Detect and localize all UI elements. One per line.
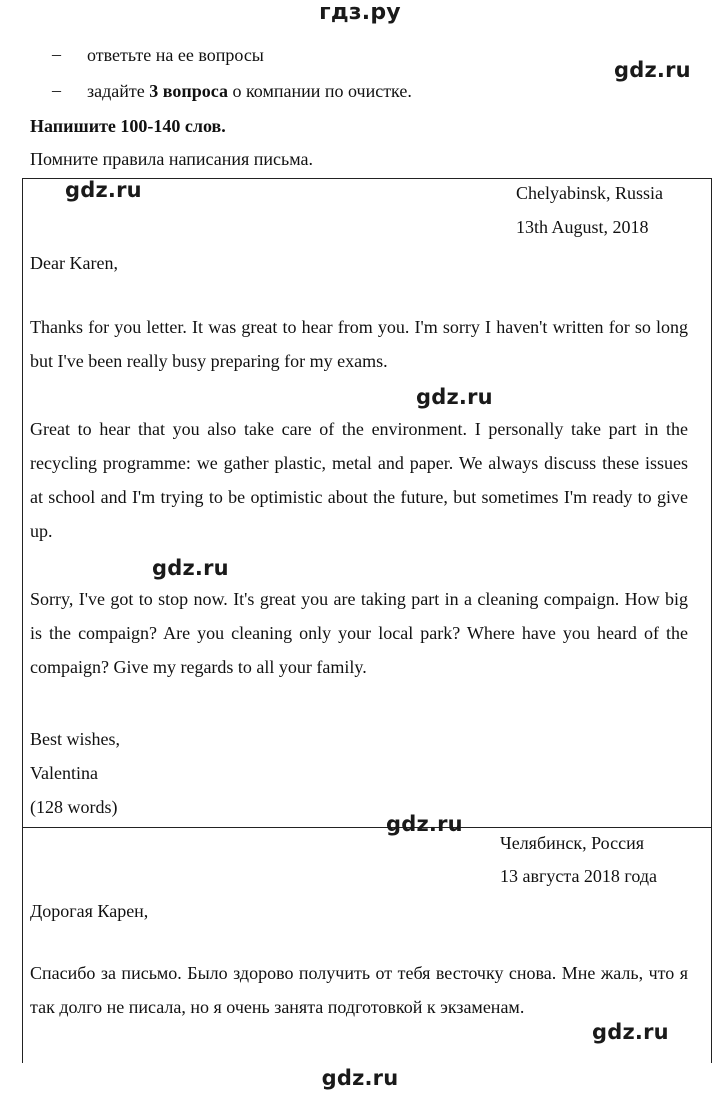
letter-closing: Best wishes, bbox=[30, 729, 120, 749]
letter-greeting: Dear Karen, bbox=[30, 253, 118, 273]
watermark: gdz.ru bbox=[592, 1020, 669, 1044]
translation-date: 13 августа 2018 года bbox=[500, 866, 657, 886]
rules-note: Помните правила написания письма. bbox=[30, 149, 314, 169]
letter-paragraph: Great to hear that you also take care of the environment. I personally take part in the recycling programme: we gather plastic, metal and paper. We always discuss these issues at school and I'm trying to be optimistic about the future, but sometimes I'm ready to give up. bbox=[30, 419, 688, 541]
translation-paragraph: Спасибо за письмо. Было здорово получить от тебя весточку снова. Мне жаль, что я так долго не писала, но я очень занята подготовкой к экзаменам. bbox=[30, 963, 688, 1017]
translation-address: Челябинск, Россия bbox=[500, 833, 645, 853]
letter-address: Chelyabinsk, Russia bbox=[516, 183, 663, 203]
translation-box-left-border bbox=[22, 827, 23, 1063]
bullet-dash: – bbox=[52, 80, 61, 100]
letter-paragraph: Sorry, I've got to stop now. It's great you are taking part in a cleaning compaign. How big is the compaign? Are you cleaning only your local park? Where have you heard of the compaign? Give my regards to all your family. bbox=[30, 589, 688, 677]
watermark: gdz.ru bbox=[152, 556, 229, 580]
header-watermark: гдз.ру bbox=[319, 0, 401, 25]
word-count-instruction: Напишите 100-140 слов. bbox=[30, 116, 226, 136]
translation-box-right-border bbox=[711, 827, 712, 1063]
watermark: gdz.ru bbox=[386, 812, 463, 836]
footer-watermark: gdz.ru bbox=[321, 1066, 399, 1090]
letter-signature: Valentina bbox=[30, 763, 98, 783]
bullet-dash: – bbox=[52, 44, 61, 64]
watermark: gdz.ru bbox=[65, 178, 142, 202]
bullet-ask-questions: задайте 3 вопроса о компании по очистке. bbox=[87, 81, 412, 101]
watermark: gdz.ru bbox=[416, 385, 493, 409]
watermark: gdz.ru bbox=[614, 58, 691, 82]
letter-date: 13th August, 2018 bbox=[516, 217, 649, 237]
letter-word-count: (128 words) bbox=[30, 797, 118, 817]
translation-greeting: Дорогая Карен, bbox=[30, 901, 149, 921]
bullet-answer-questions: ответьте на ее вопросы bbox=[87, 45, 264, 65]
letter-paragraph: Thanks for you letter. It was great to hear from you. I'm sorry I haven't written for so long but I've been really busy preparing for my exams. bbox=[30, 317, 688, 371]
